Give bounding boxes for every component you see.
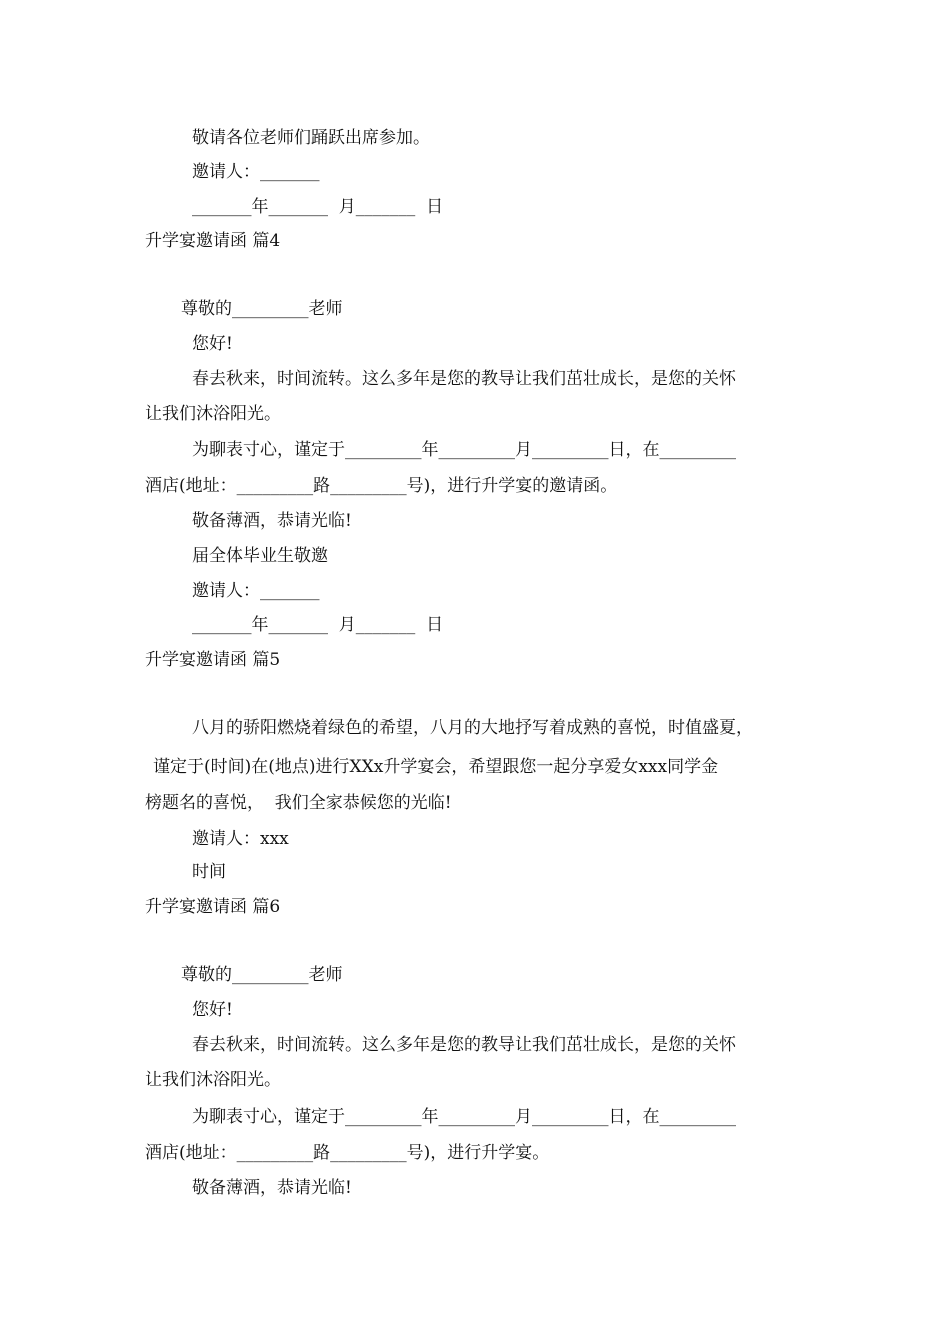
- inviter-line: 邀请人：xxx: [192, 829, 289, 849]
- text-line: 敬备薄酒，恭请光临!: [192, 1178, 352, 1198]
- section-heading: 升学宴邀请函 篇5: [145, 650, 281, 670]
- text-line: 榜题名的喜悦， 我们全家恭候您的光临!: [145, 793, 452, 813]
- section-heading: 升学宴邀请函 篇4: [145, 231, 281, 251]
- text-line: 届全体毕业生敬邀: [192, 546, 328, 566]
- salutation-line: 尊敬的_________老师: [181, 965, 343, 985]
- section-heading: 升学宴邀请函 篇6: [145, 897, 281, 917]
- text-line: 酒店(地址：_________路_________号)，进行升学宴。: [145, 1143, 550, 1163]
- text-line: 时间: [192, 862, 226, 882]
- salutation-line: 尊敬的_________老师: [181, 299, 343, 319]
- greeting-line: 您好!: [192, 1000, 233, 1020]
- text-line: 让我们沐浴阳光。: [145, 1070, 281, 1090]
- text-line: 春去秋来，时间流转。这么多年是您的教导让我们茁壮成长，是您的关怀: [192, 369, 736, 389]
- text-line: 酒店(地址：_________路_________号)，进行升学宴的邀请函。: [145, 476, 618, 496]
- text-line: 谨定于(时间)在(地点)进行XXx升学宴会，希望跟您一起分享爱女xxx同学金: [153, 757, 719, 777]
- text-line: 为聊表寸心，谨定于_________年_________月_________日，在_________: [192, 1107, 736, 1127]
- text-line: 八月的骄阳燃烧着绿色的希望，八月的大地抒写着成熟的喜悦，时值盛夏，: [192, 718, 753, 738]
- text-line: 敬备薄酒，恭请光临!: [192, 511, 352, 531]
- inviter-line: 邀请人：_______: [192, 162, 320, 182]
- text-line: 春去秋来，时间流转。这么多年是您的教导让我们茁壮成长，是您的关怀: [192, 1035, 736, 1055]
- date-line: _______年_______ 月_______ 日: [192, 197, 444, 217]
- text-line: 让我们沐浴阳光。: [145, 404, 281, 424]
- text-line: 敬请各位老师们踊跃出席参加。: [192, 128, 430, 148]
- date-line: _______年_______ 月_______ 日: [192, 615, 444, 635]
- inviter-line: 邀请人：_______: [192, 581, 320, 601]
- greeting-line: 您好!: [192, 334, 233, 354]
- text-line: 为聊表寸心，谨定于_________年_________月_________日，在_________: [192, 440, 736, 460]
